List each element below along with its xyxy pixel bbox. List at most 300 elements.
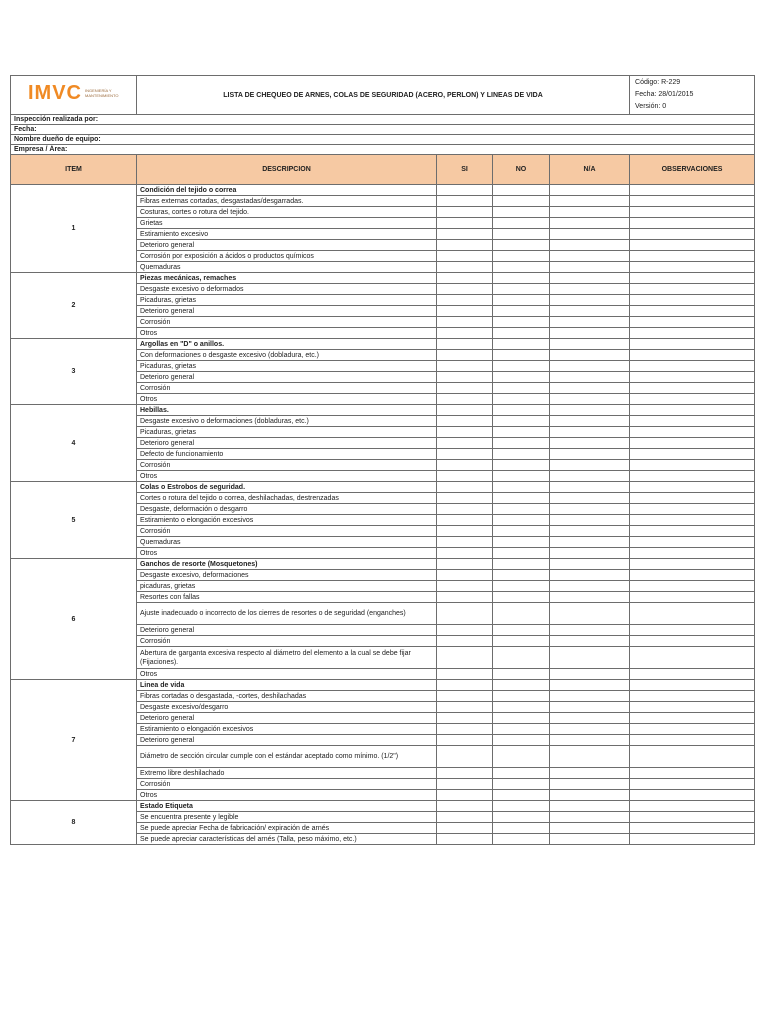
na-cell[interactable] (550, 471, 630, 482)
observations-cell[interactable] (630, 229, 755, 240)
na-cell[interactable] (550, 493, 630, 504)
no-cell[interactable] (493, 526, 550, 537)
section-title: Linea de vida (137, 680, 437, 691)
no-cell[interactable] (493, 196, 550, 207)
check-description: Resortes con fallas (137, 592, 437, 603)
no-cell[interactable] (493, 581, 550, 592)
no-cell[interactable] (493, 284, 550, 295)
no-cell[interactable] (493, 823, 550, 834)
na-cell[interactable] (550, 746, 630, 768)
check-description: Desgaste excesivo/desgarro (137, 702, 437, 713)
si-cell[interactable] (437, 196, 493, 207)
observations-cell[interactable] (630, 372, 755, 383)
no-cell[interactable] (493, 218, 550, 229)
observations-cell[interactable] (630, 383, 755, 394)
na-cell[interactable] (550, 394, 630, 405)
no-cell[interactable] (493, 603, 550, 625)
si-cell[interactable] (437, 515, 493, 526)
si-cell[interactable] (437, 581, 493, 592)
observations-cell[interactable] (630, 570, 755, 581)
observations-cell[interactable] (630, 328, 755, 339)
check-description: Extremo libre deshilachado (137, 768, 437, 779)
si-cell[interactable] (437, 691, 493, 702)
no-cell[interactable] (493, 306, 550, 317)
observations-cell[interactable] (630, 592, 755, 603)
check-description: Corrosión (137, 636, 437, 647)
check-description: Otros (137, 328, 437, 339)
item-number: 4 (11, 405, 137, 482)
na-cell[interactable] (550, 647, 630, 669)
check-description: Deterioro general (137, 438, 437, 449)
logo-subtitle: INGENIERÍA Y MANTENIMIENTO (85, 88, 119, 99)
no-cell[interactable] (493, 350, 550, 361)
observations-cell[interactable] (630, 449, 755, 460)
observations-cell[interactable] (630, 394, 755, 405)
observations-cell[interactable] (630, 537, 755, 548)
observations-cell[interactable] (630, 207, 755, 218)
no-cell[interactable] (493, 471, 550, 482)
section-title-row (11, 482, 755, 493)
no-cell[interactable] (493, 240, 550, 251)
si-cell[interactable] (437, 526, 493, 537)
si-cell[interactable] (437, 350, 493, 361)
si-cell[interactable] (437, 724, 493, 735)
no-cell[interactable] (493, 251, 550, 262)
na-cell[interactable] (550, 229, 630, 240)
no-cell[interactable] (493, 394, 550, 405)
no-cell[interactable] (493, 427, 550, 438)
check-description: Desgaste, deformación o desgarro (137, 504, 437, 515)
check-description: Corrosión (137, 383, 437, 394)
document-version: Versión: 0 (635, 103, 667, 110)
na-cell[interactable] (550, 427, 630, 438)
si-cell[interactable] (437, 361, 493, 372)
na-cell[interactable] (550, 768, 630, 779)
si-cell[interactable] (437, 834, 493, 845)
check-description: Fibras cortadas o desgastada, -cortes, deshilachadas (137, 691, 437, 702)
na-cell[interactable] (550, 482, 630, 493)
na-cell[interactable] (550, 339, 630, 350)
document-date: Fecha: 28/01/2015 (635, 91, 694, 98)
na-cell[interactable] (550, 548, 630, 559)
si-cell[interactable] (437, 647, 493, 669)
section-title-row (11, 559, 755, 570)
observations-cell[interactable] (630, 702, 755, 713)
no-cell[interactable] (493, 383, 550, 394)
owner-field[interactable]: Nombre dueño de equipo: (11, 135, 755, 145)
observations-cell[interactable] (630, 625, 755, 636)
check-description: Quemaduras (137, 262, 437, 273)
na-cell[interactable] (550, 570, 630, 581)
si-cell[interactable] (437, 394, 493, 405)
inspection-by-field[interactable]: Inspección realizada por: (11, 115, 755, 125)
company-field[interactable]: Empresa / Área: (11, 145, 755, 155)
si-cell[interactable] (437, 317, 493, 328)
si-cell[interactable] (437, 702, 493, 713)
na-cell[interactable] (550, 592, 630, 603)
si-cell[interactable] (437, 306, 493, 317)
na-cell[interactable] (550, 812, 630, 823)
na-cell[interactable] (550, 460, 630, 471)
si-cell[interactable] (437, 548, 493, 559)
check-description: Otros (137, 394, 437, 405)
no-cell[interactable] (493, 647, 550, 669)
no-cell[interactable] (493, 592, 550, 603)
no-cell[interactable] (493, 295, 550, 306)
check-description: Desgaste excesivo, deformaciones (137, 570, 437, 581)
si-cell[interactable] (437, 537, 493, 548)
check-description: Otros (137, 471, 437, 482)
no-cell[interactable] (493, 724, 550, 735)
si-cell[interactable] (437, 427, 493, 438)
observations-cell[interactable] (630, 218, 755, 229)
si-cell[interactable] (437, 284, 493, 295)
observations-cell[interactable] (630, 482, 755, 493)
observations-cell[interactable] (630, 680, 755, 691)
na-cell[interactable] (550, 834, 630, 845)
col-si: SI (437, 155, 493, 185)
si-cell[interactable] (437, 471, 493, 482)
logo-mark: IMVC (28, 81, 82, 104)
si-cell[interactable] (437, 438, 493, 449)
col-na: N/A (550, 155, 630, 185)
no-cell[interactable] (493, 328, 550, 339)
si-cell[interactable] (437, 262, 493, 273)
check-description: Picaduras, grietas (137, 361, 437, 372)
na-cell[interactable] (550, 713, 630, 724)
si-cell[interactable] (437, 207, 493, 218)
observations-cell[interactable] (630, 746, 755, 768)
document-header-row (11, 76, 755, 115)
na-cell[interactable] (550, 207, 630, 218)
na-cell[interactable] (550, 680, 630, 691)
no-cell[interactable] (493, 262, 550, 273)
si-cell[interactable] (437, 273, 493, 284)
observations-cell[interactable] (630, 295, 755, 306)
si-cell[interactable] (437, 559, 493, 570)
no-cell[interactable] (493, 317, 550, 328)
no-cell[interactable] (493, 460, 550, 471)
observations-cell[interactable] (630, 713, 755, 724)
check-description: Se puede apreciar características del arnés (Talla, peso máximo, etc.) (137, 834, 437, 845)
na-cell[interactable] (550, 328, 630, 339)
document-title: LISTA DE CHEQUEO DE ARNES, COLAS DE SEGURIDAD (ACERO, PERLON) Y LINEAS DE VIDA (137, 76, 630, 115)
check-description: Deterioro general (137, 240, 437, 251)
na-cell[interactable] (550, 559, 630, 570)
observations-cell[interactable] (630, 603, 755, 625)
no-cell[interactable] (493, 801, 550, 812)
section-title-row (11, 185, 755, 196)
item-number: 2 (11, 273, 137, 339)
na-cell[interactable] (550, 350, 630, 361)
company-logo (11, 76, 137, 115)
na-cell[interactable] (550, 240, 630, 251)
na-cell[interactable] (550, 185, 630, 196)
no-cell[interactable] (493, 768, 550, 779)
no-cell[interactable] (493, 570, 550, 581)
section-title-row (11, 273, 755, 284)
na-cell[interactable] (550, 218, 630, 229)
observations-cell[interactable] (630, 834, 755, 845)
si-cell[interactable] (437, 460, 493, 471)
na-cell[interactable] (550, 790, 630, 801)
si-cell[interactable] (437, 570, 493, 581)
observations-cell[interactable] (630, 240, 755, 251)
si-cell[interactable] (437, 801, 493, 812)
no-cell[interactable] (493, 185, 550, 196)
si-cell[interactable] (437, 218, 493, 229)
na-cell[interactable] (550, 284, 630, 295)
si-cell[interactable] (437, 372, 493, 383)
observations-cell[interactable] (630, 306, 755, 317)
si-cell[interactable] (437, 482, 493, 493)
no-cell[interactable] (493, 812, 550, 823)
na-cell[interactable] (550, 537, 630, 548)
company-row (11, 145, 755, 155)
no-cell[interactable] (493, 493, 550, 504)
check-description: Picaduras, grietas (137, 427, 437, 438)
no-cell[interactable] (493, 691, 550, 702)
no-cell[interactable] (493, 669, 550, 680)
observations-cell[interactable] (630, 273, 755, 284)
observations-cell[interactable] (630, 812, 755, 823)
observations-cell[interactable] (630, 361, 755, 372)
si-cell[interactable] (437, 735, 493, 746)
si-cell[interactable] (437, 416, 493, 427)
no-cell[interactable] (493, 515, 550, 526)
no-cell[interactable] (493, 779, 550, 790)
observations-cell[interactable] (630, 196, 755, 207)
si-cell[interactable] (437, 240, 493, 251)
check-description: Diámetro de sección circular cumple con el estándar aceptado como mínimo. (1/2") (137, 746, 437, 768)
no-cell[interactable] (493, 713, 550, 724)
observations-cell[interactable] (630, 691, 755, 702)
na-cell[interactable] (550, 504, 630, 515)
observations-cell[interactable] (630, 185, 755, 196)
na-cell[interactable] (550, 405, 630, 416)
na-cell[interactable] (550, 526, 630, 537)
na-cell[interactable] (550, 449, 630, 460)
observations-cell[interactable] (630, 504, 755, 515)
na-cell[interactable] (550, 416, 630, 427)
logo-group (28, 81, 119, 104)
na-cell[interactable] (550, 306, 630, 317)
inspection-by-row (11, 115, 755, 125)
na-cell[interactable] (550, 669, 630, 680)
si-cell[interactable] (437, 339, 493, 350)
observations-cell[interactable] (630, 669, 755, 680)
observations-cell[interactable] (630, 251, 755, 262)
item-number: 1 (11, 185, 137, 273)
checklist-table (10, 75, 755, 845)
item-number: 3 (11, 339, 137, 405)
observations-cell[interactable] (630, 416, 755, 427)
na-cell[interactable] (550, 438, 630, 449)
document-meta (630, 76, 755, 115)
si-cell[interactable] (437, 229, 493, 240)
observations-cell[interactable] (630, 779, 755, 790)
section-title-row (11, 405, 755, 416)
observations-cell[interactable] (630, 427, 755, 438)
si-cell[interactable] (437, 185, 493, 196)
observations-cell[interactable] (630, 350, 755, 361)
observations-cell[interactable] (630, 438, 755, 449)
observations-cell[interactable] (630, 460, 755, 471)
observations-cell[interactable] (630, 317, 755, 328)
na-cell[interactable] (550, 262, 630, 273)
check-description: Picaduras, grietas (137, 295, 437, 306)
si-cell[interactable] (437, 636, 493, 647)
observations-cell[interactable] (630, 526, 755, 537)
si-cell[interactable] (437, 625, 493, 636)
col-description: DESCRIPCION (137, 155, 437, 185)
si-cell[interactable] (437, 768, 493, 779)
observations-cell[interactable] (630, 823, 755, 834)
na-cell[interactable] (550, 273, 630, 284)
no-cell[interactable] (493, 636, 550, 647)
na-cell[interactable] (550, 691, 630, 702)
observations-cell[interactable] (630, 515, 755, 526)
no-cell[interactable] (493, 229, 550, 240)
na-cell[interactable] (550, 779, 630, 790)
no-cell[interactable] (493, 625, 550, 636)
na-cell[interactable] (550, 823, 630, 834)
si-cell[interactable] (437, 383, 493, 394)
si-cell[interactable] (437, 823, 493, 834)
check-description: Quemaduras (137, 537, 437, 548)
si-cell[interactable] (437, 779, 493, 790)
si-cell[interactable] (437, 251, 493, 262)
check-description: Abertura de garganta excesiva respecto al diámetro del elemento a la cual se debe fijar (Fijaciones). (137, 647, 437, 669)
check-description: Estiramiento o elongación excesivos (137, 515, 437, 526)
item-number: 8 (11, 801, 137, 845)
observations-cell[interactable] (630, 548, 755, 559)
no-cell[interactable] (493, 790, 550, 801)
checklist-sheet (10, 75, 754, 845)
check-description: Desgaste excesivo o deformaciones (dobladuras, etc.) (137, 416, 437, 427)
na-cell[interactable] (550, 801, 630, 812)
check-description: Corrosión por exposición a ácidos o productos químicos (137, 251, 437, 262)
observations-cell[interactable] (630, 493, 755, 504)
check-description: Corrosión (137, 460, 437, 471)
no-cell[interactable] (493, 559, 550, 570)
na-cell[interactable] (550, 317, 630, 328)
observations-cell[interactable] (630, 339, 755, 350)
si-cell[interactable] (437, 812, 493, 823)
no-cell[interactable] (493, 834, 550, 845)
observations-cell[interactable] (630, 801, 755, 812)
si-cell[interactable] (437, 669, 493, 680)
check-description: Con deformaciones o desgaste excesivo (dobladura, etc.) (137, 350, 437, 361)
date-field[interactable]: Fecha: (11, 125, 755, 135)
item-number: 6 (11, 559, 137, 680)
section-title: Piezas mecánicas, remaches (137, 273, 437, 284)
section-title: Ganchos de resorte (Mosquetones) (137, 559, 437, 570)
si-cell[interactable] (437, 603, 493, 625)
no-cell[interactable] (493, 405, 550, 416)
na-cell[interactable] (550, 702, 630, 713)
no-cell[interactable] (493, 273, 550, 284)
observations-cell[interactable] (630, 647, 755, 669)
no-cell[interactable] (493, 207, 550, 218)
observations-cell[interactable] (630, 471, 755, 482)
na-cell[interactable] (550, 603, 630, 625)
no-cell[interactable] (493, 680, 550, 691)
observations-cell[interactable] (630, 636, 755, 647)
no-cell[interactable] (493, 504, 550, 515)
na-cell[interactable] (550, 636, 630, 647)
si-cell[interactable] (437, 592, 493, 603)
na-cell[interactable] (550, 724, 630, 735)
section-title-row (11, 680, 755, 691)
na-cell[interactable] (550, 196, 630, 207)
si-cell[interactable] (437, 713, 493, 724)
si-cell[interactable] (437, 328, 493, 339)
na-cell[interactable] (550, 295, 630, 306)
observations-cell[interactable] (630, 284, 755, 295)
si-cell[interactable] (437, 493, 493, 504)
observations-cell[interactable] (630, 559, 755, 570)
si-cell[interactable] (437, 504, 493, 515)
na-cell[interactable] (550, 383, 630, 394)
si-cell[interactable] (437, 790, 493, 801)
no-cell[interactable] (493, 482, 550, 493)
col-observations: OBSERVACIONES (630, 155, 755, 185)
si-cell[interactable] (437, 680, 493, 691)
no-cell[interactable] (493, 746, 550, 768)
observations-cell[interactable] (630, 735, 755, 746)
no-cell[interactable] (493, 537, 550, 548)
no-cell[interactable] (493, 361, 550, 372)
check-description: Deterioro general (137, 372, 437, 383)
si-cell[interactable] (437, 295, 493, 306)
si-cell[interactable] (437, 746, 493, 768)
si-cell[interactable] (437, 405, 493, 416)
section-title: Colas o Estrobos de seguridad. (137, 482, 437, 493)
check-description: Otros (137, 669, 437, 680)
na-cell[interactable] (550, 361, 630, 372)
na-cell[interactable] (550, 251, 630, 262)
no-cell[interactable] (493, 702, 550, 713)
observations-cell[interactable] (630, 405, 755, 416)
na-cell[interactable] (550, 372, 630, 383)
check-description: Deterioro general (137, 625, 437, 636)
no-cell[interactable] (493, 449, 550, 460)
observations-cell[interactable] (630, 262, 755, 273)
check-description: Estiramiento excesivo (137, 229, 437, 240)
no-cell[interactable] (493, 548, 550, 559)
na-cell[interactable] (550, 515, 630, 526)
observations-cell[interactable] (630, 581, 755, 592)
no-cell[interactable] (493, 416, 550, 427)
check-description: Desgaste excesivo o deformados (137, 284, 437, 295)
observations-cell[interactable] (630, 768, 755, 779)
na-cell[interactable] (550, 581, 630, 592)
check-description: Estiramiento o elongación excesivos (137, 724, 437, 735)
no-cell[interactable] (493, 438, 550, 449)
na-cell[interactable] (550, 735, 630, 746)
item-number: 5 (11, 482, 137, 559)
na-cell[interactable] (550, 625, 630, 636)
no-cell[interactable] (493, 735, 550, 746)
no-cell[interactable] (493, 372, 550, 383)
no-cell[interactable] (493, 339, 550, 350)
col-item: ITEM (11, 155, 137, 185)
si-cell[interactable] (437, 449, 493, 460)
observations-cell[interactable] (630, 724, 755, 735)
check-description: Se puede apreciar Fecha de fabricación/ expiración de arnés (137, 823, 437, 834)
observations-cell[interactable] (630, 790, 755, 801)
